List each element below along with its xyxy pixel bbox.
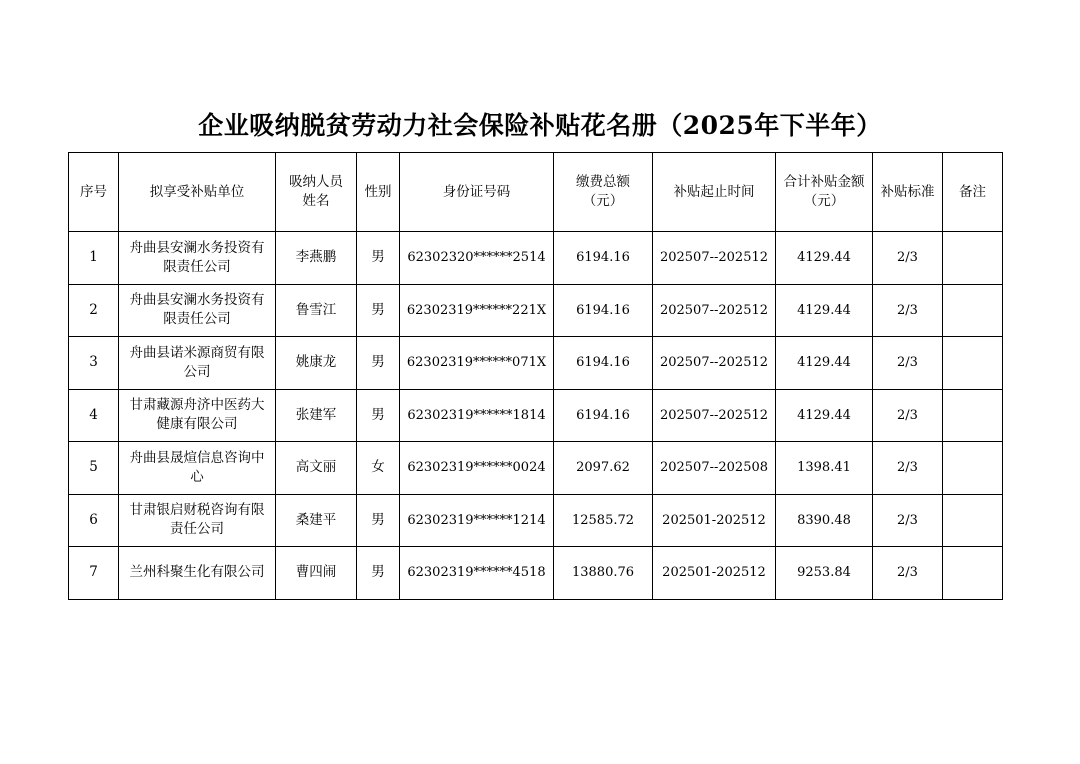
table-row <box>69 232 1003 285</box>
cell-remark <box>943 284 1003 337</box>
cell-total-contribution: 6194.16 <box>554 232 653 285</box>
cell-total-subsidy: 4129.44 <box>776 232 873 285</box>
cell-gender: 男 <box>357 389 400 442</box>
cell-total-contribution: 6194.16 <box>554 284 653 337</box>
cell-total-subsidy: 4129.44 <box>776 389 873 442</box>
cell-total-subsidy: 4129.44 <box>776 337 873 390</box>
cell-seq: 7 <box>69 547 119 600</box>
header-employee-name: 吸纳人员姓名 <box>276 153 357 232</box>
cell-subsidy-period: 202507--202512 <box>653 232 776 285</box>
cell-id-number: 62302319******1814 <box>400 389 554 442</box>
cell-remark <box>943 232 1003 285</box>
cell-subsidy-period: 202507--202512 <box>653 284 776 337</box>
cell-unit: 舟曲县诺米源商贸有限公司 <box>119 337 276 390</box>
cell-subsidy-standard: 2/3 <box>873 547 943 600</box>
cell-id-number: 62302319******221X <box>400 284 554 337</box>
cell-gender: 男 <box>357 284 400 337</box>
document-title: 企业吸纳脱贫劳动力社会保险补贴花名册（2025年下半年） <box>198 111 882 140</box>
cell-employee-name: 曹四闹 <box>276 547 357 600</box>
cell-employee-name: 桑建平 <box>276 494 357 547</box>
cell-total-contribution: 6194.16 <box>554 337 653 390</box>
cell-employee-name: 张建军 <box>276 389 357 442</box>
cell-remark <box>943 389 1003 442</box>
table-row <box>69 284 1003 337</box>
header-id-number: 身份证号码 <box>400 153 554 232</box>
header-total-subsidy: 合计补贴金额（元） <box>776 153 873 232</box>
header-seq: 序号 <box>69 153 119 232</box>
cell-unit: 甘肃银启财税咨询有限责任公司 <box>119 494 276 547</box>
cell-subsidy-standard: 2/3 <box>873 337 943 390</box>
cell-total-contribution: 2097.62 <box>554 442 653 495</box>
cell-id-number: 62302319******4518 <box>400 547 554 600</box>
cell-total-subsidy: 1398.41 <box>776 442 873 495</box>
cell-id-number: 62302319******1214 <box>400 494 554 547</box>
cell-subsidy-period: 202507--202512 <box>653 337 776 390</box>
header-total-contribution: 缴费总额（元） <box>554 153 653 232</box>
cell-gender: 男 <box>357 494 400 547</box>
cell-seq: 6 <box>69 494 119 547</box>
header-subsidy-standard: 补贴标准 <box>873 153 943 232</box>
table-header-row <box>69 153 1003 232</box>
cell-subsidy-period: 202507--202512 <box>653 389 776 442</box>
cell-subsidy-period: 202501-202512 <box>653 494 776 547</box>
cell-subsidy-standard: 2/3 <box>873 494 943 547</box>
cell-subsidy-period: 202507--202508 <box>653 442 776 495</box>
cell-subsidy-standard: 2/3 <box>873 232 943 285</box>
cell-seq: 3 <box>69 337 119 390</box>
cell-unit: 舟曲县晟煊信息咨询中心 <box>119 442 276 495</box>
table-row <box>69 337 1003 390</box>
cell-unit: 甘肃藏源舟济中医药大健康有限公司 <box>119 389 276 442</box>
cell-remark <box>943 494 1003 547</box>
cell-id-number: 62302319******071X <box>400 337 554 390</box>
cell-total-contribution: 12585.72 <box>554 494 653 547</box>
cell-subsidy-standard: 2/3 <box>873 442 943 495</box>
header-subsidy-period: 补贴起止时间 <box>653 153 776 232</box>
cell-employee-name: 鲁雪江 <box>276 284 357 337</box>
cell-subsidy-standard: 2/3 <box>873 284 943 337</box>
cell-seq: 4 <box>69 389 119 442</box>
table-row <box>69 389 1003 442</box>
cell-unit: 舟曲县安澜水务投资有限责任公司 <box>119 232 276 285</box>
cell-id-number: 62302320******2514 <box>400 232 554 285</box>
cell-seq: 5 <box>69 442 119 495</box>
cell-remark <box>943 442 1003 495</box>
cell-gender: 男 <box>357 547 400 600</box>
table-row <box>69 494 1003 547</box>
cell-subsidy-period: 202501-202512 <box>653 547 776 600</box>
table-row <box>69 547 1003 600</box>
cell-total-contribution: 13880.76 <box>554 547 653 600</box>
cell-remark <box>943 337 1003 390</box>
cell-total-contribution: 6194.16 <box>554 389 653 442</box>
cell-gender: 女 <box>357 442 400 495</box>
cell-seq: 2 <box>69 284 119 337</box>
cell-gender: 男 <box>357 232 400 285</box>
table-row <box>69 442 1003 495</box>
header-unit: 拟享受补贴单位 <box>119 153 276 232</box>
cell-gender: 男 <box>357 337 400 390</box>
cell-total-subsidy: 9253.84 <box>776 547 873 600</box>
cell-remark <box>943 547 1003 600</box>
header-remark: 备注 <box>943 153 1003 232</box>
cell-employee-name: 高文丽 <box>276 442 357 495</box>
cell-total-subsidy: 4129.44 <box>776 284 873 337</box>
table-body <box>69 232 1003 600</box>
subsidy-roster-table <box>68 152 1003 600</box>
cell-subsidy-standard: 2/3 <box>873 389 943 442</box>
cell-unit: 舟曲县安澜水务投资有限责任公司 <box>119 284 276 337</box>
cell-id-number: 62302319******0024 <box>400 442 554 495</box>
cell-employee-name: 李燕鹏 <box>276 232 357 285</box>
header-gender: 性别 <box>357 153 400 232</box>
cell-unit: 兰州科聚生化有限公司 <box>119 547 276 600</box>
cell-seq: 1 <box>69 232 119 285</box>
cell-total-subsidy: 8390.48 <box>776 494 873 547</box>
cell-employee-name: 姚康龙 <box>276 337 357 390</box>
